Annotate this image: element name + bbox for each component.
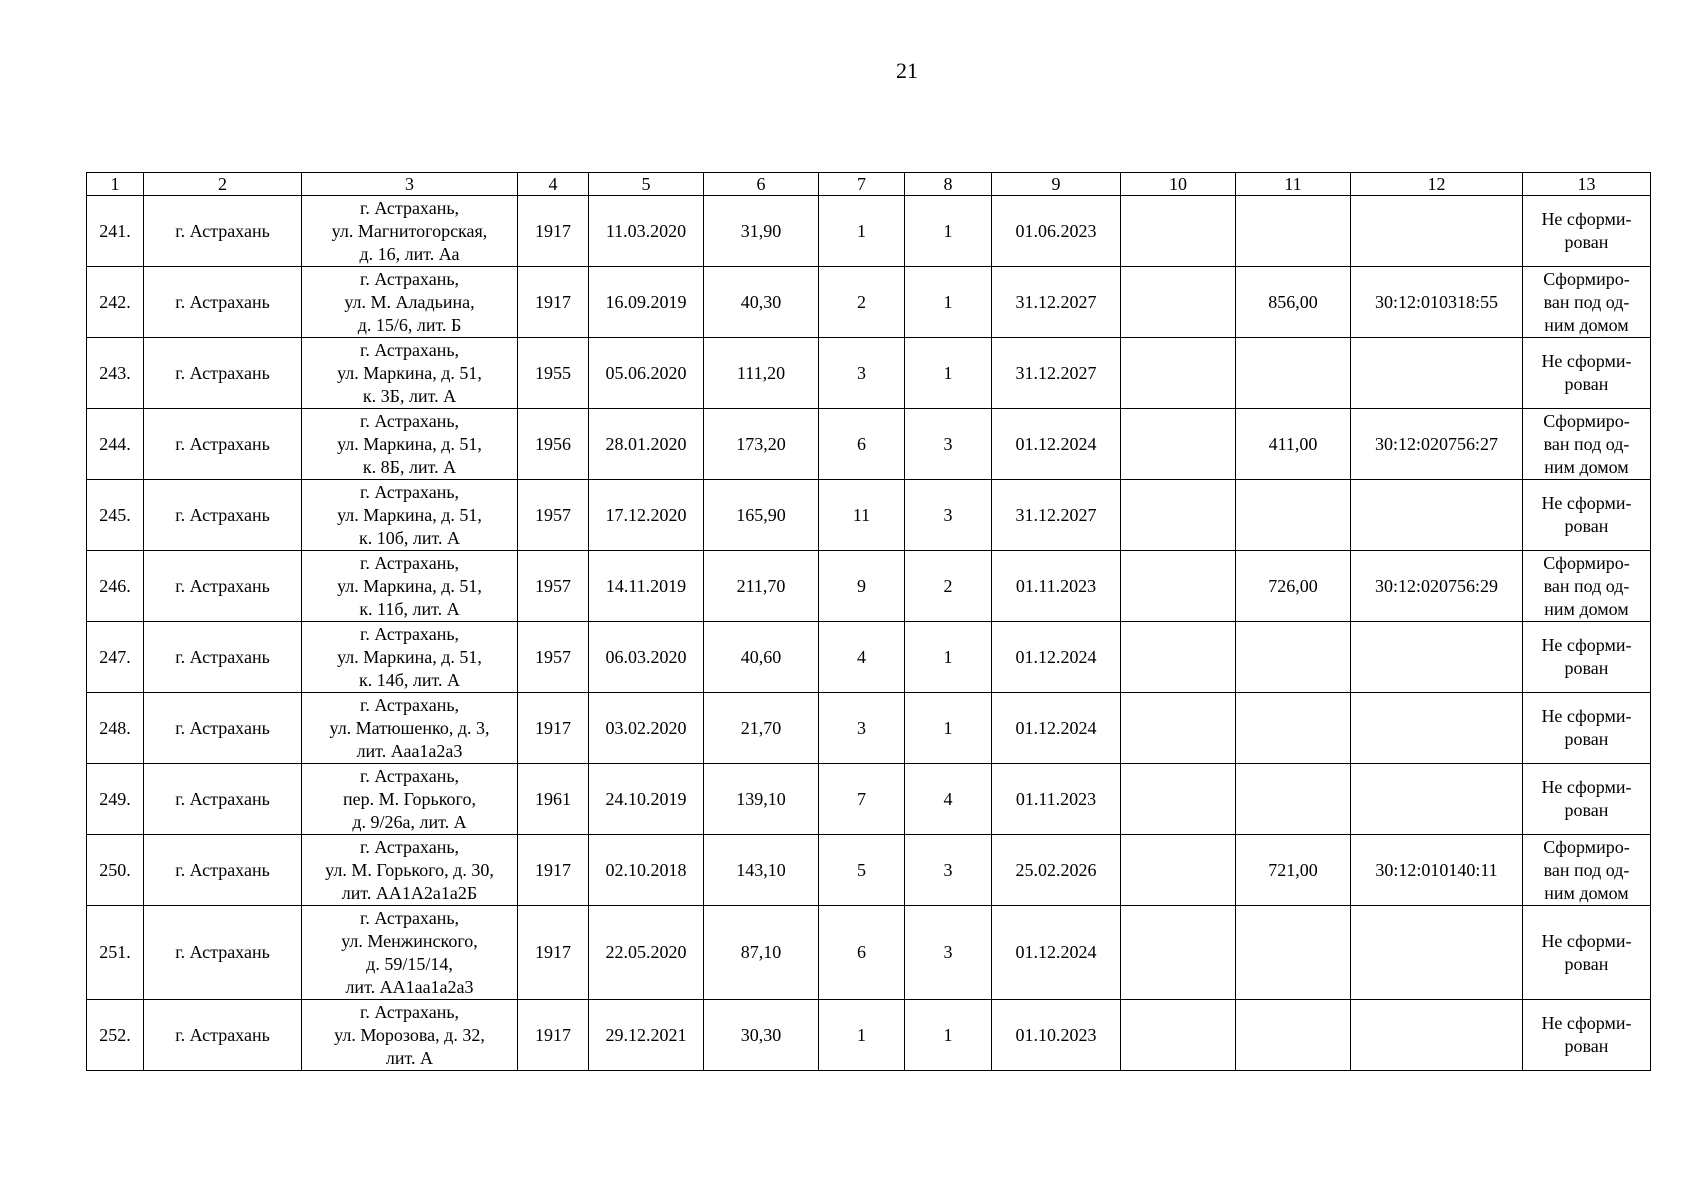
year-cell: 1955 [518,338,589,409]
col10-cell [1121,906,1236,1000]
column-header: 13 [1523,173,1651,196]
col8-cell: 1 [905,1000,992,1071]
city-cell: г. Астрахань [144,906,302,1000]
table-row [87,409,1651,480]
cadastral-cell: 30:12:010140:11 [1351,835,1523,906]
col8-cell: 1 [905,693,992,764]
col8-cell: 1 [905,622,992,693]
land-area-cell: 721,00 [1236,835,1351,906]
date-cell: 03.02.2020 [589,693,704,764]
column-number-row [87,173,1651,196]
address-cell: г. Астрахань, ул. Маркина, д. 51, к. 14б, лит. А [302,622,518,693]
col8-cell: 3 [905,409,992,480]
col7-cell: 5 [819,835,905,906]
cadastral-cell: 30:12:010318:55 [1351,267,1523,338]
status-cell: Не сформи- рован [1523,1000,1651,1071]
status-cell: Сформиро- ван под од- ним домом [1523,835,1651,906]
column-header: 3 [302,173,518,196]
row-number: 251. [87,906,144,1000]
column-header: 4 [518,173,589,196]
row-number: 244. [87,409,144,480]
area-cell: 40,30 [704,267,819,338]
col8-cell: 3 [905,480,992,551]
address-cell: г. Астрахань, ул. Маркина, д. 51, к. 3Б, лит. А [302,338,518,409]
table-row [87,622,1651,693]
col7-cell: 6 [819,906,905,1000]
year-cell: 1917 [518,1000,589,1071]
col8-cell: 1 [905,196,992,267]
city-cell: г. Астрахань [144,480,302,551]
table-row [87,196,1651,267]
col7-cell: 1 [819,1000,905,1071]
city-cell: г. Астрахань [144,622,302,693]
city-cell: г. Астрахань [144,338,302,409]
deadline-cell: 31.12.2027 [992,267,1121,338]
col8-cell: 4 [905,764,992,835]
housing-registry-table [86,172,1651,1071]
status-cell: Сформиро- ван под од- ним домом [1523,551,1651,622]
deadline-cell: 01.12.2024 [992,693,1121,764]
deadline-cell: 01.12.2024 [992,622,1121,693]
col8-cell: 1 [905,338,992,409]
col10-cell [1121,835,1236,906]
land-area-cell [1236,196,1351,267]
area-cell: 31,90 [704,196,819,267]
land-area-cell [1236,338,1351,409]
cadastral-cell [1351,1000,1523,1071]
cadastral-cell [1351,622,1523,693]
col7-cell: 9 [819,551,905,622]
col10-cell [1121,409,1236,480]
table-row [87,835,1651,906]
cadastral-cell [1351,338,1523,409]
land-area-cell [1236,906,1351,1000]
land-area-cell [1236,622,1351,693]
address-cell: г. Астрахань, ул. Морозова, д. 32, лит. А [302,1000,518,1071]
col10-cell [1121,267,1236,338]
col7-cell: 1 [819,196,905,267]
column-header: 12 [1351,173,1523,196]
year-cell: 1917 [518,835,589,906]
column-header: 10 [1121,173,1236,196]
col10-cell [1121,693,1236,764]
city-cell: г. Астрахань [144,1000,302,1071]
land-area-cell [1236,764,1351,835]
table-row [87,764,1651,835]
deadline-cell: 01.12.2024 [992,906,1121,1000]
city-cell: г. Астрахань [144,196,302,267]
year-cell: 1956 [518,409,589,480]
city-cell: г. Астрахань [144,835,302,906]
area-cell: 87,10 [704,906,819,1000]
land-area-cell: 726,00 [1236,551,1351,622]
col7-cell: 4 [819,622,905,693]
address-cell: г. Астрахань, ул. Маркина, д. 51, к. 8Б, лит. А [302,409,518,480]
col8-cell: 2 [905,551,992,622]
table-row [87,693,1651,764]
col7-cell: 2 [819,267,905,338]
land-area-cell [1236,1000,1351,1071]
year-cell: 1917 [518,906,589,1000]
column-header: 11 [1236,173,1351,196]
col7-cell: 6 [819,409,905,480]
status-cell: Не сформи- рован [1523,764,1651,835]
land-area-cell: 856,00 [1236,267,1351,338]
status-cell: Сформиро- ван под од- ним домом [1523,409,1651,480]
status-cell: Не сформи- рован [1523,906,1651,1000]
col8-cell: 1 [905,267,992,338]
year-cell: 1917 [518,693,589,764]
cadastral-cell [1351,196,1523,267]
status-cell: Не сформи- рован [1523,480,1651,551]
row-number: 242. [87,267,144,338]
address-cell: г. Астрахань, ул. Магнитогорская, д. 16, лит. Аа [302,196,518,267]
column-header: 6 [704,173,819,196]
year-cell: 1957 [518,551,589,622]
status-cell: Сформиро- ван под од- ним домом [1523,267,1651,338]
cadastral-cell [1351,906,1523,1000]
row-number: 243. [87,338,144,409]
col10-cell [1121,764,1236,835]
status-cell: Не сформи- рован [1523,693,1651,764]
col7-cell: 3 [819,338,905,409]
column-header: 8 [905,173,992,196]
land-area-cell [1236,480,1351,551]
date-cell: 05.06.2020 [589,338,704,409]
deadline-cell: 01.11.2023 [992,551,1121,622]
column-header: 7 [819,173,905,196]
cadastral-cell [1351,693,1523,764]
table-row [87,906,1651,1000]
cadastral-cell [1351,480,1523,551]
date-cell: 16.09.2019 [589,267,704,338]
col10-cell [1121,551,1236,622]
date-cell: 17.12.2020 [589,480,704,551]
area-cell: 165,90 [704,480,819,551]
address-cell: г. Астрахань, ул. М. Горького, д. 30, лит. АА1А2а1а2Б [302,835,518,906]
deadline-cell: 31.12.2027 [992,480,1121,551]
col10-cell [1121,1000,1236,1071]
cadastral-cell: 30:12:020756:29 [1351,551,1523,622]
year-cell: 1957 [518,622,589,693]
col8-cell: 3 [905,835,992,906]
deadline-cell: 01.06.2023 [992,196,1121,267]
table-row [87,338,1651,409]
col8-cell: 3 [905,906,992,1000]
col10-cell [1121,480,1236,551]
page-number: 21 [896,58,918,83]
table-row [87,1000,1651,1071]
city-cell: г. Астрахань [144,267,302,338]
col10-cell [1121,622,1236,693]
row-number: 248. [87,693,144,764]
date-cell: 29.12.2021 [589,1000,704,1071]
row-number: 250. [87,835,144,906]
col10-cell [1121,196,1236,267]
col7-cell: 7 [819,764,905,835]
city-cell: г. Астрахань [144,551,302,622]
table-row [87,551,1651,622]
address-cell: г. Астрахань, ул. Менжинского, д. 59/15/14, лит. АА1аа1а2а3 [302,906,518,1000]
deadline-cell: 25.02.2026 [992,835,1121,906]
year-cell: 1917 [518,196,589,267]
area-cell: 143,10 [704,835,819,906]
page-header [0,58,1697,88]
area-cell: 30,30 [704,1000,819,1071]
date-cell: 24.10.2019 [589,764,704,835]
area-cell: 111,20 [704,338,819,409]
status-cell: Не сформи- рован [1523,338,1651,409]
city-cell: г. Астрахань [144,409,302,480]
deadline-cell: 31.12.2027 [992,338,1121,409]
year-cell: 1961 [518,764,589,835]
col7-cell: 3 [819,693,905,764]
land-area-cell [1236,693,1351,764]
area-cell: 211,70 [704,551,819,622]
status-cell: Не сформи- рован [1523,196,1651,267]
deadline-cell: 01.12.2024 [992,409,1121,480]
date-cell: 14.11.2019 [589,551,704,622]
date-cell: 28.01.2020 [589,409,704,480]
col10-cell [1121,338,1236,409]
row-number: 247. [87,622,144,693]
land-area-cell: 411,00 [1236,409,1351,480]
address-cell: г. Астрахань, ул. М. Аладьина, д. 15/6, лит. Б [302,267,518,338]
row-number: 241. [87,196,144,267]
address-cell: г. Астрахань, ул. Матюшенко, д. 3, лит. Ааа1а2а3 [302,693,518,764]
city-cell: г. Астрахань [144,693,302,764]
date-cell: 06.03.2020 [589,622,704,693]
date-cell: 22.05.2020 [589,906,704,1000]
date-cell: 11.03.2020 [589,196,704,267]
column-header: 2 [144,173,302,196]
col7-cell: 11 [819,480,905,551]
area-cell: 139,10 [704,764,819,835]
row-number: 252. [87,1000,144,1071]
column-header: 5 [589,173,704,196]
column-header: 1 [87,173,144,196]
table-row [87,480,1651,551]
deadline-cell: 01.11.2023 [992,764,1121,835]
row-number: 245. [87,480,144,551]
column-header: 9 [992,173,1121,196]
area-cell: 40,60 [704,622,819,693]
date-cell: 02.10.2018 [589,835,704,906]
row-number: 249. [87,764,144,835]
address-cell: г. Астрахань, ул. Маркина, д. 51, к. 11б, лит. А [302,551,518,622]
cadastral-cell: 30:12:020756:27 [1351,409,1523,480]
year-cell: 1957 [518,480,589,551]
cadastral-cell [1351,764,1523,835]
status-cell: Не сформи- рован [1523,622,1651,693]
area-cell: 21,70 [704,693,819,764]
address-cell: г. Астрахань, ул. Маркина, д. 51, к. 10б, лит. А [302,480,518,551]
address-cell: г. Астрахань, пер. М. Горького, д. 9/26а, лит. А [302,764,518,835]
table-row [87,267,1651,338]
deadline-cell: 01.10.2023 [992,1000,1121,1071]
row-number: 246. [87,551,144,622]
area-cell: 173,20 [704,409,819,480]
year-cell: 1917 [518,267,589,338]
city-cell: г. Астрахань [144,764,302,835]
